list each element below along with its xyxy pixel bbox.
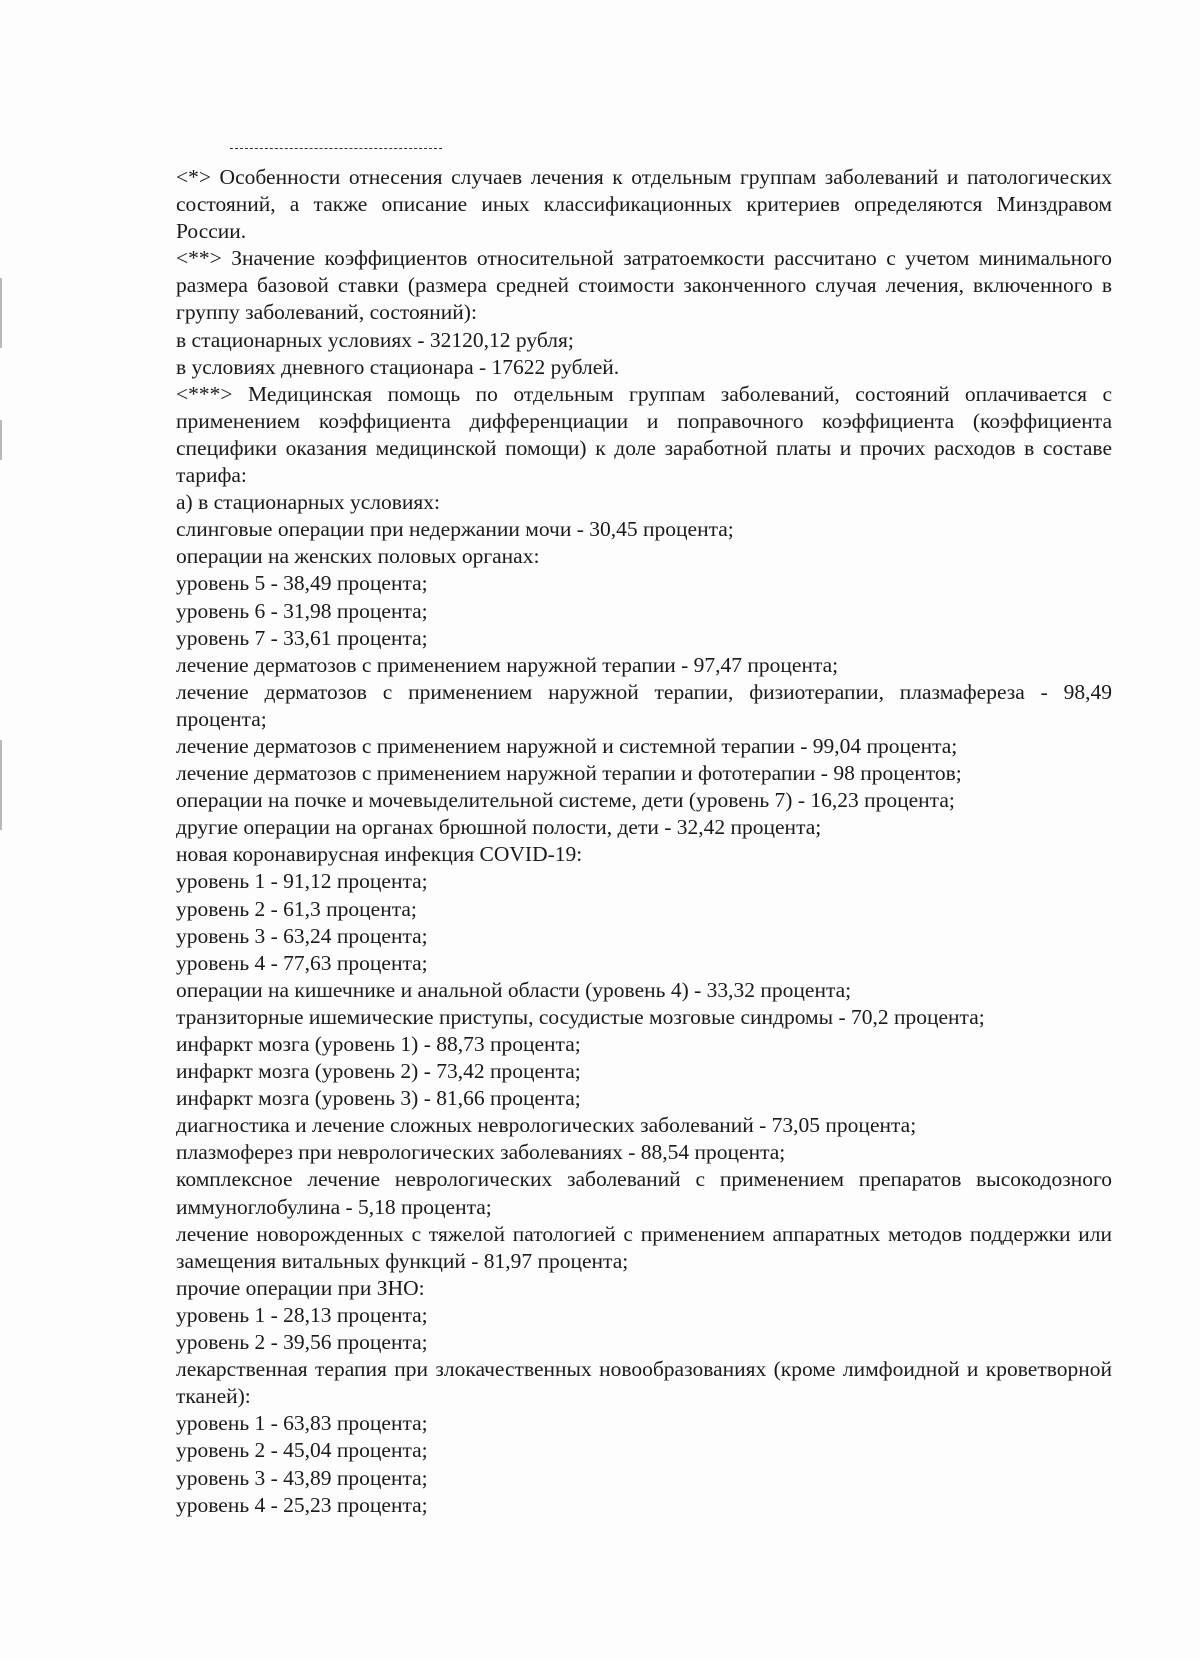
- list-item: прочие операции при ЗНО:: [176, 1275, 425, 1300]
- rate-line: в условиях дневного стационара - 17622 рублей.: [176, 354, 620, 379]
- list-item: новая коронавирусная инфекция COVID-19:: [176, 842, 583, 867]
- footnote-paragraph: <*> Особенности отнесения случаев лечения к отдельным группам заболеваний и патологических состояний, а также описание иных классификационных критериев определяются Минздравом России.: [176, 165, 1112, 244]
- list-item: лечение дерматозов с применением наружной и системной терапии - 99,04 процента;: [176, 733, 958, 758]
- list-item: инфаркт мозга (уровень 1) - 88,73 процента;: [176, 1032, 581, 1056]
- list-item: операции на женских половых органах:: [176, 544, 540, 569]
- list-item: лекарственная терапия при злокачественных новообразованиях (кроме лимфоидной и кроветворной тканей):: [176, 1357, 1112, 1409]
- list-item: а) в стационарных условиях:: [176, 490, 441, 515]
- list-item: уровень 2 - 45,04 процента;: [176, 1438, 428, 1463]
- footnote-paragraph: <**> Значение коэффициентов относительной затратоемкости рассчитано с учетом минимального размера базовой ставки (размера средней стоимости законченного случая лечения, включенного в группу заболеваний, состояний):: [176, 246, 1112, 325]
- list-item: уровень 6 - 31,98 процента;: [176, 598, 428, 623]
- list-item: лечение дерматозов с применением наружной терапии и фототерапии - 98 процентов;: [176, 761, 962, 786]
- list-item: уровень 1 - 28,13 процента;: [176, 1302, 428, 1327]
- list-item: лечение дерматозов с применением наружной терапии - 97,47 процента;: [176, 652, 839, 677]
- list-item: уровень 5 - 38,49 процента;: [176, 571, 428, 596]
- list-item: диагностика и лечение сложных неврологических заболеваний - 73,05 процента;: [176, 1113, 917, 1138]
- list-item: уровень 4 - 77,63 процента;: [176, 950, 428, 975]
- list-item: уровень 7 - 33,61 процента;: [176, 625, 428, 650]
- list-item: уровень 4 - 25,23 процента;: [176, 1492, 428, 1517]
- list-item: слинговые операции при недержании мочи - 30,45 процента;: [176, 517, 734, 542]
- footnotes-body: [176, 164, 1112, 1519]
- list-item: уровень 1 - 63,83 процента;: [176, 1411, 428, 1436]
- list-item: операции на кишечнике и анальной области (уровень 4) - 33,32 процента;: [176, 977, 852, 1002]
- list-item: уровень 3 - 63,24 процента;: [176, 923, 428, 948]
- list-item: лечение новорожденных с тяжелой патологией с применением аппаратных методов поддержки или замещения витальных функций - 81,97 процента;: [176, 1221, 1112, 1273]
- rate-line: в стационарных условиях - 32120,12 рубля;: [176, 327, 574, 352]
- scan-edge-mark: [0, 740, 2, 830]
- list-item: плазмоферез при неврологических заболеваниях - 88,54 процента;: [176, 1140, 786, 1165]
- list-item: уровень 2 - 39,56 процента;: [176, 1330, 428, 1355]
- list-item: операции на почке и мочевыделительной системе, дети (уровень 7) - 16,23 процента;: [176, 788, 955, 813]
- list-item: инфаркт мозга (уровень 2) - 73,42 процента;: [176, 1059, 581, 1084]
- list-item: транзиторные ишемические приступы, сосудистые мозговые синдромы - 70,2 процента;: [176, 1004, 985, 1029]
- list-item: инфаркт мозга (уровень 3) - 81,66 процента;: [176, 1086, 581, 1111]
- list-item: уровень 3 - 43,89 процента;: [176, 1465, 428, 1490]
- list-item: уровень 2 - 61,3 процента;: [176, 896, 417, 921]
- list-item: комплексное лечение неврологических заболеваний с применением препаратов высокодозного иммуноглобулина - 5,18 процента;: [176, 1167, 1112, 1219]
- scan-edge-mark: [0, 278, 2, 348]
- list-item: другие операции на органах брюшной полости, дети - 32,42 процента;: [176, 815, 822, 840]
- scan-edge-mark: [0, 420, 2, 460]
- footnote-paragraph: <***> Медицинская помощь по отдельным группам заболеваний, состояний оплачивается с применением коэффициента дифференциации и поправочного коэффициента (коэффициента специфики оказания медицинской помощи) к доле заработной платы и прочих расходов в составе тарифа:: [176, 381, 1112, 488]
- footnote-separator: [230, 148, 442, 149]
- list-item: уровень 1 - 91,12 процента;: [176, 869, 428, 894]
- list-item: лечение дерматозов с применением наружной терапии, физиотерапии, плазмафереза - 98,49 процента;: [176, 679, 1112, 731]
